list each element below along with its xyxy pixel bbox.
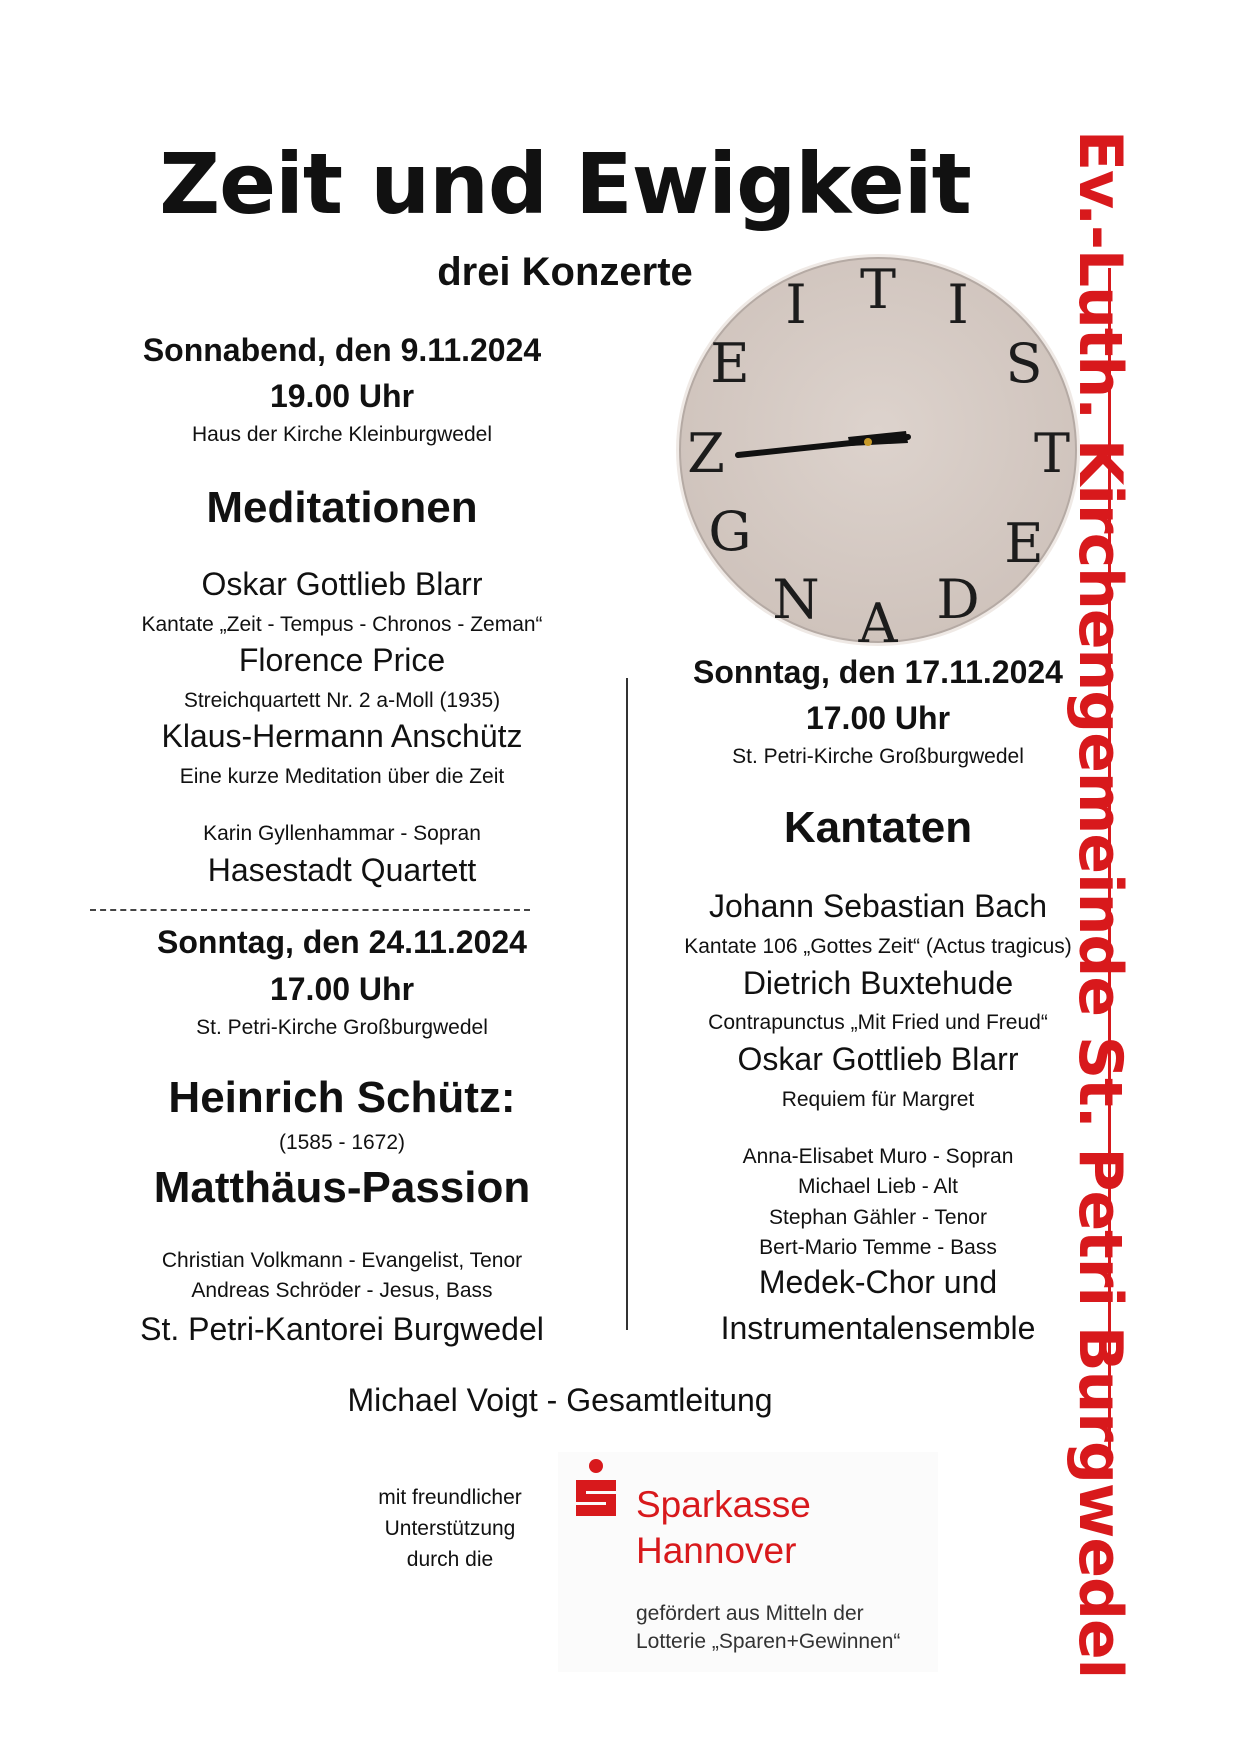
concert3-date: Sonntag, den 17.11.2024 bbox=[693, 654, 1063, 690]
concert3-composer-3: Oskar Gottlieb Blarr bbox=[737, 1041, 1019, 1077]
concert1-venue: Haus der Kirche Kleinburgwedel bbox=[192, 423, 492, 446]
clock-letter: I bbox=[785, 273, 807, 336]
dashed-divider bbox=[90, 909, 530, 911]
clock-letter: T bbox=[859, 258, 897, 321]
page-subtitle: drei Konzerte bbox=[437, 250, 693, 294]
concert1-heading: Meditationen bbox=[206, 483, 478, 532]
sponsor-name-line2: Hannover bbox=[636, 1530, 797, 1571]
concert1-ensemble: Hasestadt Quartett bbox=[207, 852, 477, 888]
concert3-ensemble-line2: Instrumentalensemble bbox=[720, 1310, 1036, 1346]
concert1-time: 19.00 Uhr bbox=[269, 378, 415, 414]
overall-direction: Michael Voigt - Gesamtleitung bbox=[347, 1382, 773, 1418]
concert3-performer-3: Stephan Gähler - Tenor bbox=[769, 1206, 987, 1229]
concert1-composer-2: Florence Price bbox=[238, 642, 446, 678]
concert3-performer-4: Bert-Mario Temme - Bass bbox=[759, 1236, 997, 1259]
concert2-years: (1585 - 1672) bbox=[278, 1131, 406, 1154]
concert2-date: Sonntag, den 24.11.2024 bbox=[157, 924, 527, 960]
column-divider bbox=[626, 678, 628, 1330]
concert2-performer-1: Christian Volkmann - Evangelist, Tenor bbox=[161, 1249, 523, 1272]
concert3-composer-2: Dietrich Buxtehude bbox=[742, 965, 1014, 1001]
concert1-work-2: Streichquartett Nr. 2 a-Moll (1935) bbox=[183, 689, 501, 712]
sparkasse-logo-icon bbox=[572, 1458, 620, 1524]
clock-letter: D bbox=[936, 568, 980, 631]
concert2-performer-2: Andreas Schröder - Jesus, Bass bbox=[191, 1279, 493, 1302]
concert2-heading: Heinrich Schütz: bbox=[168, 1073, 516, 1122]
clock-letter: I bbox=[947, 273, 969, 336]
sponsor-name-line1: Sparkasse bbox=[636, 1484, 811, 1525]
clock-letter: E bbox=[1004, 512, 1044, 575]
concert1-composer-3: Klaus-Hermann Anschütz bbox=[161, 718, 523, 754]
support-note bbox=[340, 1482, 560, 1575]
clock-letter: S bbox=[1005, 332, 1043, 395]
clock-letter: A bbox=[858, 592, 898, 650]
page-title: Zeit und Ewigkeit bbox=[159, 135, 971, 233]
concert3-heading: Kantaten bbox=[783, 803, 973, 852]
concert2-ensemble: St. Petri-Kantorei Burgwedel bbox=[140, 1311, 544, 1347]
clock-center bbox=[864, 438, 872, 446]
concert2-venue: St. Petri-Kirche Großburgwedel bbox=[196, 1016, 488, 1039]
clock-image bbox=[668, 250, 1088, 650]
side-church-label: Ev.-Luth. Kirchengemeinde St. Petri Burgwedel bbox=[1065, 130, 1135, 1679]
concert2-time: 17.00 Uhr bbox=[269, 971, 415, 1007]
support-line-2: Unterstützung bbox=[384, 1517, 516, 1540]
concert3-work-1: Kantate 106 „Gottes Zeit“ (Actus tragicus) bbox=[684, 935, 1072, 958]
sponsor-note-line2: Lotterie „Sparen+Gewinnen“ bbox=[636, 1630, 901, 1653]
sponsor-note-line1: gefördert aus Mitteln der bbox=[636, 1602, 864, 1625]
concert3-venue: St. Petri-Kirche Großburgwedel bbox=[732, 745, 1024, 768]
concert3-performer-2: Michael Lieb - Alt bbox=[798, 1175, 958, 1198]
support-line-3: durch die bbox=[406, 1548, 494, 1571]
concert3-work-2: Contrapunctus „Mit Fried und Freud“ bbox=[708, 1011, 1048, 1034]
clock-letter: E bbox=[710, 332, 750, 395]
concert2-work: Matthäus-Passion bbox=[153, 1163, 531, 1212]
support-line-1: mit freundlicher bbox=[378, 1486, 522, 1509]
concert3-composer-1: Johann Sebastian Bach bbox=[708, 888, 1048, 924]
clock-letter: N bbox=[772, 568, 820, 631]
concert3-ensemble-line1: Medek-Chor und bbox=[758, 1264, 998, 1300]
concert1-work-1: Kantate „Zeit - Tempus - Chronos - Zeman“ bbox=[141, 613, 543, 636]
concert3-performer-1: Anna-Elisabet Muro - Sopran bbox=[742, 1145, 1014, 1168]
concert1-work-3: Eine kurze Meditation über die Zeit bbox=[179, 765, 505, 788]
clock-letter: T bbox=[1033, 422, 1071, 485]
concert1-date: Sonnabend, den 9.11.2024 bbox=[142, 332, 542, 368]
concert1-composer-1: Oskar Gottlieb Blarr bbox=[201, 566, 483, 602]
clock-letter: G bbox=[708, 500, 752, 563]
concert3-work-3: Requiem für Margret bbox=[781, 1088, 975, 1111]
concert3-time: 17.00 Uhr bbox=[805, 700, 951, 736]
concert1-performer: Karin Gyllenhammar - Sopran bbox=[203, 822, 481, 845]
clock-letter: Z bbox=[687, 422, 725, 485]
